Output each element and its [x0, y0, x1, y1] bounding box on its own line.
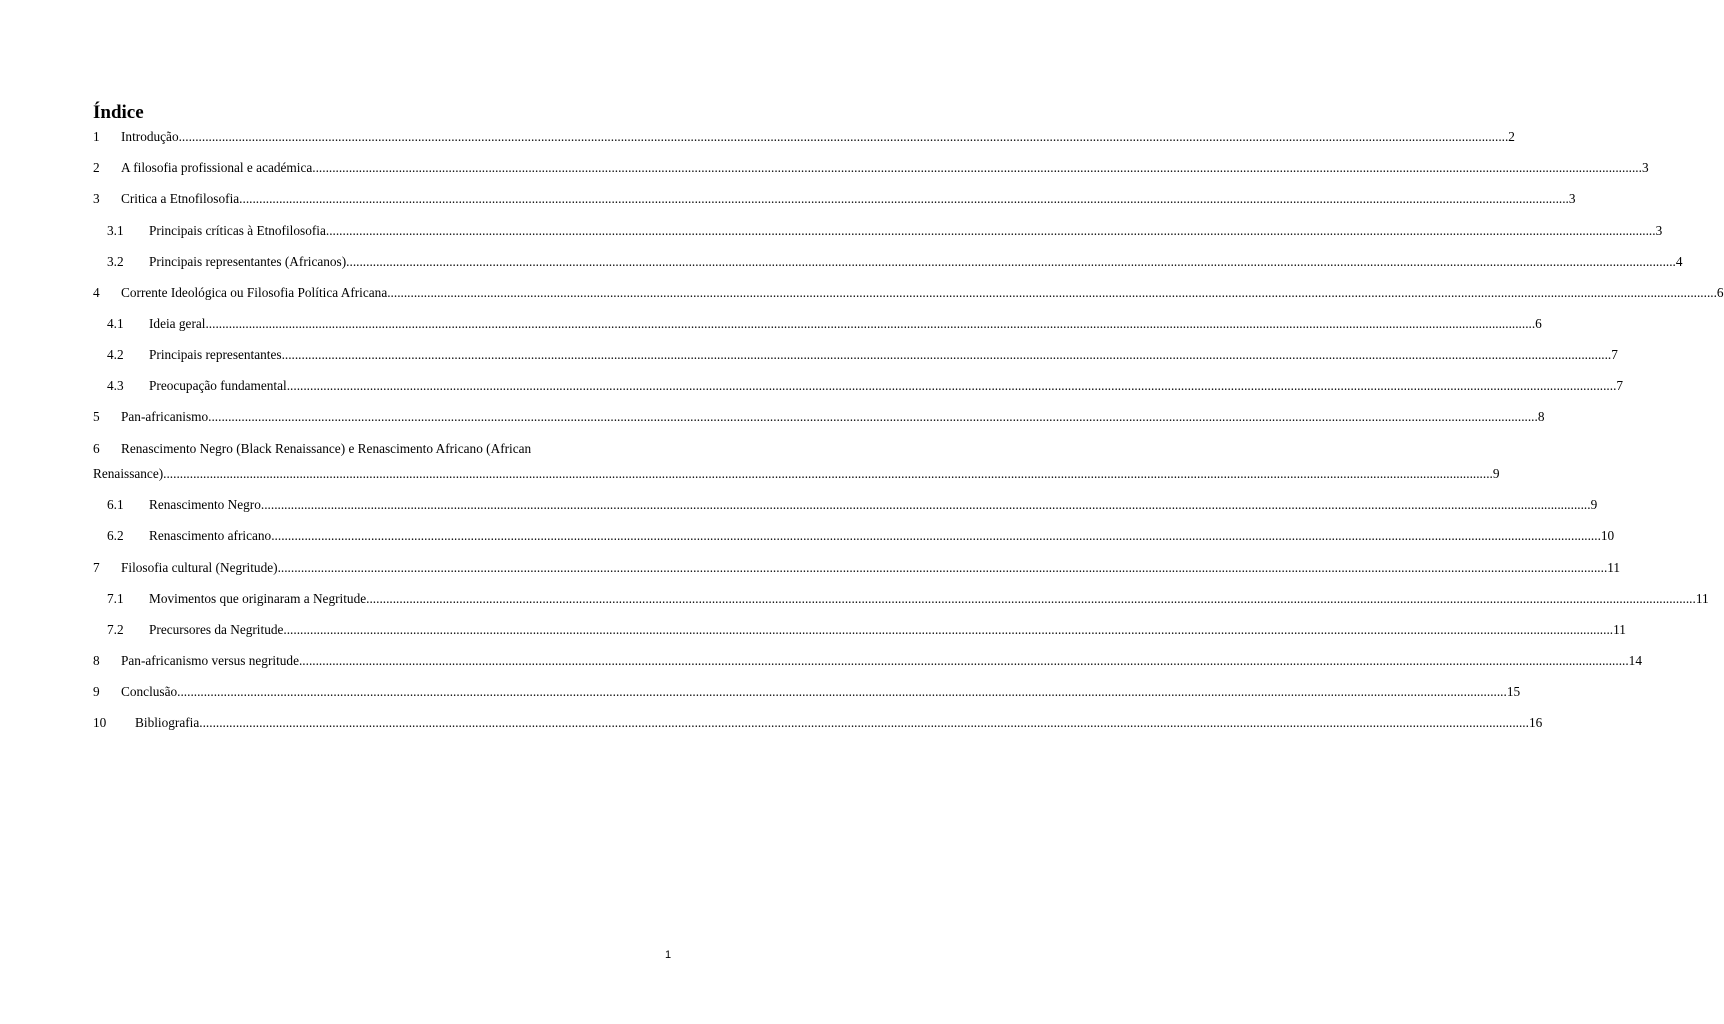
toc-entry-number: 6.2: [107, 528, 124, 543]
toc-entry-continuation[interactable]: [93, 465, 1500, 483]
toc-entry-number: 4.3: [107, 378, 124, 393]
toc-title: Índice: [93, 102, 144, 123]
toc-leader-dots: ................................................................................................................................................................................................................................................................................................................................................................................................................: [205, 316, 1536, 331]
toc-entry-number: 1: [93, 129, 100, 144]
toc-entry[interactable]: [93, 377, 1624, 395]
toc-entry-number: 6: [93, 441, 100, 456]
toc-entry-page: 11: [1695, 591, 1709, 606]
toc-leader-dots: ................................................................................................................................................................................................................................................................................................................................................................................................................: [199, 715, 1529, 730]
toc-leader-dots: ................................................................................................................................................................................................................................................................................................................................................................................................................: [281, 347, 1612, 362]
toc-leader-dots: ................................................................................................................................................................................................................................................................................................................................................................................................................: [260, 497, 1591, 512]
toc-entry-label: Principais representantes (Africanos): [149, 254, 347, 269]
toc-entry-page: 14: [1628, 653, 1642, 668]
toc-entry[interactable]: [93, 315, 1542, 333]
toc-leader-dots: ................................................................................................................................................................................................................................................................................................................................................................................................................: [286, 378, 1617, 393]
toc-entry[interactable]: [93, 408, 1545, 426]
toc-entry-label: Ideia geral: [149, 316, 206, 331]
toc-entry-page: 7: [1616, 378, 1624, 393]
toc-entry[interactable]: [93, 527, 1615, 545]
toc-entry-number: 2: [93, 160, 100, 175]
toc-entry-label: Principais críticas à Etnofilosofia: [149, 223, 326, 238]
toc-entry-number: 7.1: [107, 591, 124, 606]
toc-leader-dots: ................................................................................................................................................................................................................................................................................................................................................................................................................: [346, 254, 1676, 269]
toc-entry-number: 3.2: [107, 254, 124, 269]
toc-entry-label-continuation: Renaissance): [93, 466, 164, 481]
toc-entry-number: 8: [93, 653, 100, 668]
toc-entry-page: 9: [1492, 466, 1500, 481]
toc-leader-dots: ................................................................................................................................................................................................................................................................................................................................................................................................................: [387, 285, 1717, 300]
toc-leader-dots: ................................................................................................................................................................................................................................................................................................................................................................................................................: [239, 191, 1569, 206]
toc-entry-label: Renascimento africano: [149, 528, 272, 543]
toc-entry[interactable]: [93, 652, 1642, 670]
toc-leader-dots: ................................................................................................................................................................................................................................................................................................................................................................................................................: [298, 653, 1629, 668]
toc-entry-number: 3.1: [107, 223, 124, 238]
toc-entry-page: 15: [1506, 684, 1521, 699]
toc-entry-page: 11: [1607, 560, 1621, 575]
toc-entry[interactable]: [93, 190, 1576, 208]
toc-leader-dots: ................................................................................................................................................................................................................................................................................................................................................................................................................: [312, 160, 1642, 175]
toc-leader-dots: ................................................................................................................................................................................................................................................................................................................................................................................................................: [177, 684, 1507, 699]
toc-entry[interactable]: [93, 621, 1626, 639]
toc-entry-label: Movimentos que originaram a Negritude: [149, 591, 367, 606]
toc-entry[interactable]: [93, 222, 1663, 240]
toc-entry-page: 10: [1600, 528, 1615, 543]
toc-entry-label: Pan-africanismo versus negritude: [121, 653, 299, 668]
toc-leader-dots: ................................................................................................................................................................................................................................................................................................................................................................................................................: [163, 466, 1493, 481]
toc-leader-dots: ................................................................................................................................................................................................................................................................................................................................................................................................................: [325, 223, 1656, 238]
toc-entry-label: A filosofia profissional e académica: [121, 160, 313, 175]
toc-entry-page: 6: [1716, 285, 1724, 300]
toc-entry[interactable]: [93, 253, 1683, 271]
toc-entry[interactable]: [93, 159, 1649, 177]
toc-entry-label: Precursores da Negritude: [149, 622, 284, 637]
toc-entry-page: 3: [1641, 160, 1649, 175]
toc-entry[interactable]: [93, 346, 1618, 364]
toc-entry-number: 4.1: [107, 316, 124, 331]
toc-entry-number: 10: [93, 715, 107, 730]
toc-entry-page: 9: [1590, 497, 1598, 512]
toc-entry-label: Preocupação fundamental: [149, 378, 287, 393]
toc-entry-page: 11: [1613, 622, 1626, 637]
toc-entry[interactable]: [93, 496, 1598, 514]
toc-leader-dots: ................................................................................................................................................................................................................................................................................................................................................................................................................: [178, 129, 1509, 144]
toc-entry-page: 16: [1528, 715, 1543, 730]
toc-entry-label: Introdução: [121, 129, 179, 144]
toc-entry[interactable]: [93, 714, 1543, 732]
toc-entry-number: 3: [93, 191, 100, 206]
toc-entry-page: 3: [1568, 191, 1576, 206]
page-number: 1: [665, 949, 672, 961]
toc-entry-label: Filosofia cultural (Negritude): [121, 560, 278, 575]
toc-entry-label: Pan-africanismo: [121, 409, 209, 424]
toc-entry-number: 6.1: [107, 497, 124, 512]
toc-entry-label: Principais representantes: [149, 347, 282, 362]
toc-entry-page: 3: [1655, 223, 1663, 238]
toc-entry-page: 7: [1611, 347, 1618, 362]
toc-entry-page: 4: [1675, 254, 1683, 269]
toc-entry[interactable]: [93, 559, 1621, 577]
toc-leader-dots: ................................................................................................................................................................................................................................................................................................................................................................................................................: [277, 560, 1608, 575]
toc-leader-dots: ................................................................................................................................................................................................................................................................................................................................................................................................................: [283, 622, 1614, 637]
toc-entry-number: 7: [93, 560, 100, 575]
toc-leader-dots: ................................................................................................................................................................................................................................................................................................................................................................................................................: [208, 409, 1538, 424]
toc-entry-number: 5: [93, 409, 100, 424]
toc-entry-number: 4.2: [107, 347, 124, 362]
toc-entry-label: Conclusão: [121, 684, 178, 699]
toc-entry[interactable]: [93, 683, 1521, 701]
toc-leader-dots: ................................................................................................................................................................................................................................................................................................................................................................................................................: [366, 591, 1696, 606]
toc-entry-label: Critica a Etnofilosofia: [121, 191, 240, 206]
toc-entry[interactable]: [93, 440, 674, 458]
toc-leader-dots: ................................................................................................................................................................................................................................................................................................................................................................................................................: [271, 528, 1601, 543]
toc-entry-label: Renascimento Negro (Black Renaissance) e Renascimento Africano (African: [121, 441, 532, 456]
toc-entry-label: Corrente Ideológica ou Filosofia Política Africana: [121, 285, 388, 300]
toc-entry-page: 8: [1537, 409, 1545, 424]
toc-entry-label: Bibliografia: [135, 715, 200, 730]
toc-entry-number: 4: [93, 285, 100, 300]
toc-entry[interactable]: [93, 128, 1515, 146]
toc-entry[interactable]: [93, 284, 1724, 302]
toc-entry-number: 7.2: [107, 622, 124, 637]
toc-entry-page: 6: [1535, 316, 1542, 331]
toc-entry[interactable]: [93, 590, 1709, 608]
toc-entry-page: 2: [1508, 129, 1515, 144]
toc-entry-label: Renascimento Negro: [149, 497, 261, 512]
toc-entry-number: 9: [93, 684, 100, 699]
